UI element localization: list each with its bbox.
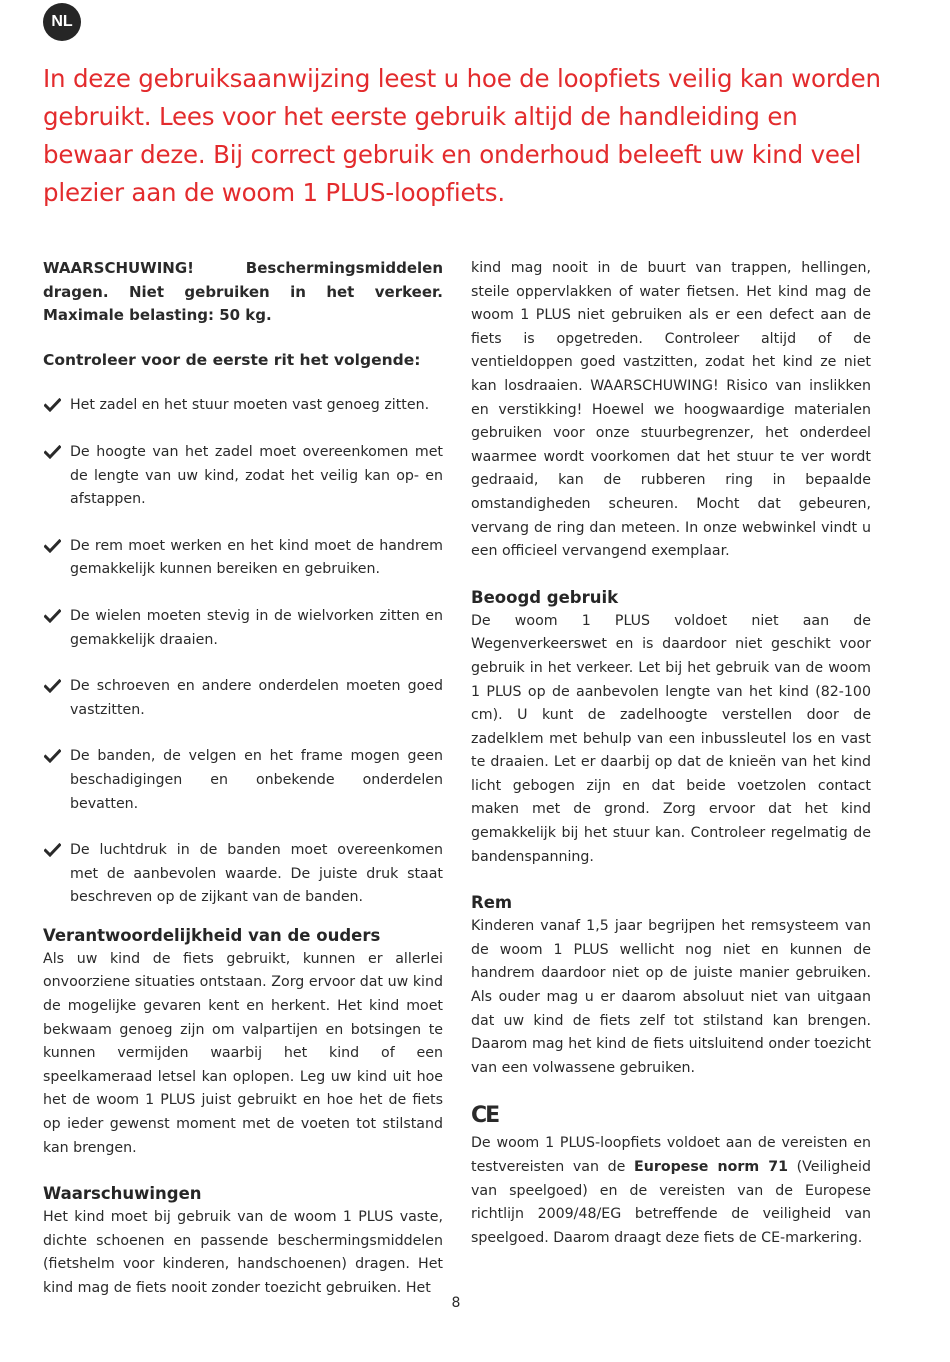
checkmark-icon <box>44 843 61 857</box>
checklist-item-text: De banden, de velgen en het frame mogen geen beschadigingen en onbekende onderdelen bevatten. <box>70 748 443 812</box>
checklist-item-text: De schroeven en andere onderdelen moeten goed vastzitten. <box>70 678 443 718</box>
checklist-item <box>43 839 443 910</box>
checklist-item <box>43 441 443 512</box>
checkmark-icon <box>44 679 61 693</box>
checklist-title: Controleer voor de eerste rit het volgende: <box>43 350 421 369</box>
checklist-item <box>43 394 443 418</box>
checkmark-icon <box>44 609 61 623</box>
checklist-item-text: De wielen moeten stevig in de wielvorken zitten en gemakkelijk draaien. <box>70 607 443 648</box>
checkmark-icon <box>44 539 61 553</box>
warnings-text: Het kind moet bij gebruik van de woom 1 PLUS vaste, dichte schoenen en passende beschermingsmiddelen (fietshelm voor kinderen, handschoenen) dragen. Het kind mag de fiets nooit zonder toezicht gebruiken. Het <box>43 1209 443 1296</box>
checkmark-icon <box>44 445 61 459</box>
checkmark-icon <box>44 749 61 763</box>
norm-reference: Europese norm 71 <box>634 1159 788 1175</box>
parents-text: Als uw kind de fiets gebruikt, kunnen er allerlei onvoorziene situaties ontstaan. Zorg ervoor dat uw kind de mogelijke gevaren kent en herkent. Het kind moet bekwaam genoeg zijn om valpartijen en botsingen te kunnen vermijden waarbij het kind of een speelkameraad letsel kan oplopen. Leg uw kind uit hoe het de woom 1 PLUS juist gebruikt en hoe het de fiets op ieder gewenst moment met de voeten tot stilstand kan brengen. <box>43 950 443 1156</box>
warning-statement: WAARSCHUWING! Beschermingsmiddelen dragen. Niet gebruiken in het verkeer. Maximale belasting: 50 kg. <box>43 259 443 325</box>
checklist-item <box>43 535 443 582</box>
checkmark-icon <box>44 398 61 412</box>
checklist-item <box>43 675 443 722</box>
checklist <box>43 394 443 910</box>
brake-text: Kinderen vanaf 1,5 jaar begrijpen het remsysteem van de woom 1 PLUS wellicht nog niet en kunnen de handrem daardoor niet op de juiste manier gebruiken. Als ouder mag u er daarom absoluut niet van uitgaan dat uw kind de fiets zelf tot stilstand kan brengen. Daarom mag het kind de fiets uitsluitend onder toezicht van een volwassene gebruiken. <box>471 918 871 1076</box>
checklist-item-text: Het zadel en het stuur moeten vast genoeg zitten. <box>70 397 430 414</box>
intended-use-heading: Beoogd gebruik <box>471 587 619 607</box>
ce-mark-icon: CE <box>471 1103 499 1129</box>
warnings-heading: Waarschuwingen <box>43 1184 202 1204</box>
parents-heading: Verantwoordelijkheid van de ouders <box>43 925 381 945</box>
intro-paragraph: In deze gebruiksaanwijzing leest u hoe de loopfiets veilig kan worden gebruikt. Lees voor het eerste gebruik altijd de handleiding en bewaar deze. Bij correct gebruik en onderhoud beleeft uw kind veel plezier aan de woom 1 PLUS-loopfiets. <box>43 64 881 207</box>
checklist-item-text: De rem moet werken en het kind moet de handrem gemakkelijk kunnen bereiken en gebruiken. <box>70 537 443 578</box>
right-column <box>471 257 871 1250</box>
language-badge: NL <box>43 3 81 41</box>
checklist-item-text: De luchtdruk in de banden moet overeenkomen met de aanbevolen waarde. De juiste druk staat beschreven op de zijkant van de banden. <box>70 842 443 906</box>
warnings-text-continued: kind mag nooit in de buurt van trappen, hellingen, steile oppervlakken of water fietsen. Het kind mag de woom 1 PLUS niet gebruiken als er een defect aan de fiets is opgetreden. Controleer altijd of de ventieldoppen goed vastzitten, zodat het kind ze niet kan losdraaien. WAARSCHUWING! Risico van inslikken en verstikking! Hoewel we hoogwaardige materialen gebruiken voor onze stuurbegrenzer, het onderdeel waarmee wordt voorkomen dat het stuur te ver wordt gedraaid, kan de rubberen ring in bepaalde omstandigheden scheuren. Mocht dat gebeuren, vervang de ring dan meteen. In onze webwinkel vindt u een officieel vervangend exemplaar. <box>471 260 871 560</box>
checklist-item <box>43 605 443 652</box>
intended-use-text: De woom 1 PLUS voldoet niet aan de Wegenverkeerswet en is daardoor niet geschikt voor gebruik in het verkeer. Let bij het gebruik van de woom 1 PLUS op de aanbevolen lengte van het kind (82-100 cm). U kunt de zadelhoogte verstellen door de zadelklem met behulp van een inbussleutel los en vast te draaien. Let er daarbij op dat de knieën van het kind licht gebogen zijn en dat beide voetzolen contact maken met de grond. Zorg ervoor dat het kind gemakkelijk bij het stuur kan. Controleer regelmatig de bandenspanning. <box>471 612 871 865</box>
checklist-item <box>43 745 443 816</box>
ce-text: De woom 1 PLUS-loopfiets voldoet aan de vereisten en testvereisten van de Europese norm 71 (Veiligheid van speelgoed) en de vereisten van de Europese richtlijn 2009/48/EG betreffende de veiligheid van speelgoed. Daarom draagt deze fiets de CE-markering. <box>471 1135 871 1246</box>
left-column <box>43 257 443 1301</box>
brake-heading: Rem <box>471 893 513 913</box>
checklist-item-text: De hoogte van het zadel moet overeenkomen met de lengte van uw kind, zodat het veilig kan op- en afstappen. <box>70 443 443 508</box>
page-number: 8 <box>451 1295 461 1311</box>
